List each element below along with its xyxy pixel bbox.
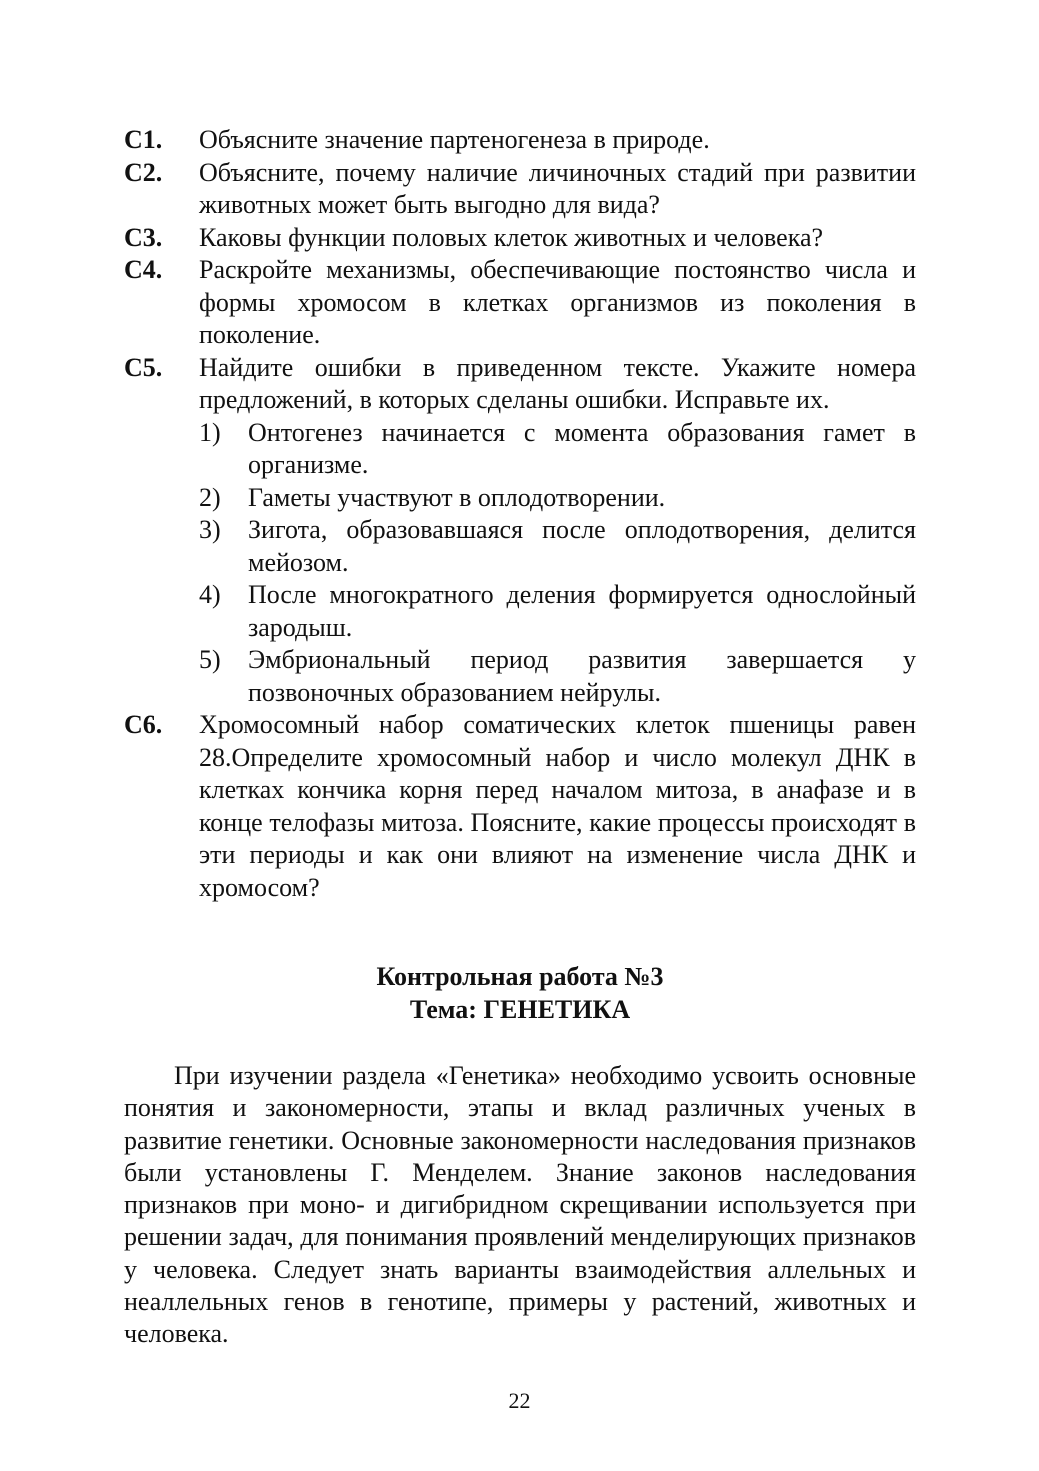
list-item-text: Онтогенез начинается с момента образования гамет в организме. <box>248 417 916 479</box>
question-text: Объясните значение партеногенеза в природе. <box>199 125 710 154</box>
section-title: Контрольная работа №3 <box>376 962 664 991</box>
question-c4 <box>124 254 916 352</box>
question-text: Раскройте механизмы, обеспечивающие постоянство числа и формы хромосом в клетках организмов из поколения в поколение. <box>199 255 916 349</box>
question-label: С4. <box>124 255 163 284</box>
list-item-text: После многократного деления формируется однослойный зародыш. <box>248 580 916 642</box>
list-item-text: Гаметы участвуют в оплодотворении. <box>248 482 666 512</box>
question-body <box>199 352 916 710</box>
list-item-number: 1) <box>199 417 221 447</box>
intro-paragraph: При изучении раздела «Генетика» необходимо усвоить основные понятия и закономерности, этапы и вклад различных ученых в развитие генетики. Основные закономерности наследования признаков были установлены Г. Менделем. Знание законов наследования признаков при моно- и дигибридном скрещивании используется при решении задач, для понимания проявлений менделирующих признаков у человека. Следует знать варианты взаимодействия аллельных и неаллельных генов в генотипе, примеры у растений, животных и человека. <box>124 1061 916 1349</box>
question-c2 <box>124 157 916 222</box>
list-item-text: Эмбриональный период развития завершается у позвоночных образованием нейрулы. <box>248 645 916 707</box>
section-topic: Тема: ГЕНЕТИКА <box>409 995 631 1024</box>
question-label: С3. <box>124 222 163 252</box>
question-c5 <box>124 352 916 710</box>
question-label: С2. <box>124 157 163 187</box>
question-c6 <box>124 709 916 904</box>
question-text: Найдите ошибки в приведенном тексте. Укажите номера предложений, в которых сделаны ошибки. Исправьте их. <box>199 352 916 414</box>
question-label: С1. <box>124 125 163 154</box>
list-item <box>199 482 916 515</box>
list-item <box>199 417 916 482</box>
page-number: 22 <box>508 1388 531 1413</box>
error-sentence-list <box>199 417 916 710</box>
question-list <box>124 124 916 904</box>
list-item <box>199 514 916 579</box>
question-c3 <box>124 222 916 255</box>
question-text: Объясните, почему наличие личиночных стадий при развитии животных может быть выгодно для вида? <box>199 157 916 219</box>
list-item-text: Зигота, образовавшаяся после оплодотворения, делится мейозом. <box>248 515 916 577</box>
list-item <box>199 644 916 709</box>
question-c1 <box>124 124 916 157</box>
question-text: Хромосомный набор соматических клеток пшеницы равен 28.Определите хромосомный набор и число молекул ДНК в клетках кончика корня перед началом митоза, в анафазе и в конце телофазы митоза. Поясните, какие процессы происходят в эти периоды и как они влияют на изменение числа ДНК и хромосом? <box>199 710 916 902</box>
list-item-number: 4) <box>199 580 221 609</box>
question-text: Каковы функции половых клеток животных и человека? <box>199 222 824 252</box>
question-label: С5. <box>124 352 163 382</box>
list-item-number: 3) <box>199 515 221 544</box>
list-item-number: 5) <box>199 645 221 674</box>
list-item-number: 2) <box>199 482 221 512</box>
question-label: С6. <box>124 710 163 739</box>
list-item <box>199 579 916 644</box>
